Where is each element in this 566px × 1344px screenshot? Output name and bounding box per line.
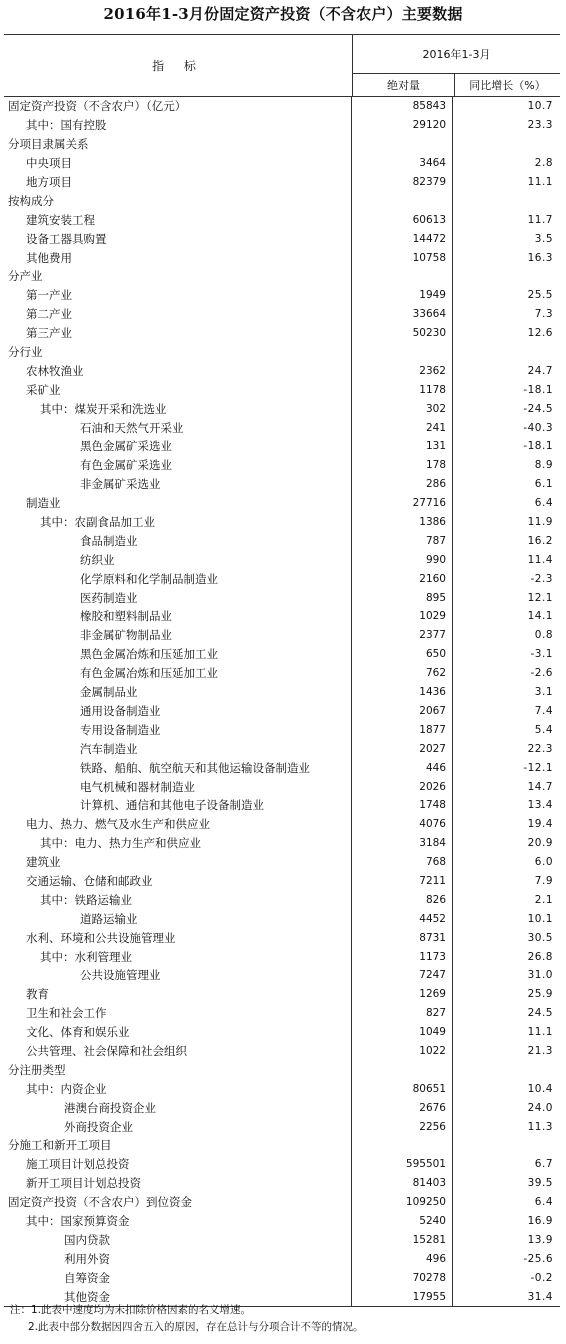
- table-row: [4, 985, 560, 1004]
- row-yoy-growth: 20.9: [527, 837, 553, 850]
- row-indicator: 中央项目: [4, 154, 352, 173]
- row-indicator: 其中：铁路运输业: [4, 890, 352, 909]
- table-row: [4, 399, 560, 418]
- row-absolute-value: 10758: [352, 248, 453, 267]
- row-yoy-growth: 8.9: [534, 459, 553, 472]
- table-row: [4, 569, 560, 588]
- row-absolute-value: 80651: [352, 1079, 453, 1098]
- row-absolute-value: 826: [352, 890, 453, 909]
- row-absolute-value: 302: [352, 399, 453, 418]
- table-row: [4, 683, 560, 702]
- row-indicator: 食品制造业: [4, 531, 352, 550]
- table-row: [4, 909, 560, 928]
- header-period: 2016年1-3月: [353, 35, 560, 74]
- row-indicator: 分行业: [4, 343, 352, 362]
- row-yoy-growth: 7.9: [534, 874, 553, 887]
- row-absolute-value: 2362: [352, 361, 453, 380]
- row-yoy-growth: 14.1: [527, 610, 553, 623]
- row-yoy-growth: [453, 1136, 559, 1155]
- row-absolute-value: 762: [352, 664, 453, 683]
- row-indicator: 自筹资金: [4, 1268, 352, 1287]
- row-indicator: 第三产业: [4, 324, 352, 343]
- row-indicator: 有色金属矿采选业: [4, 456, 352, 475]
- row-yoy-growth: 26.8: [527, 950, 553, 963]
- table-row: [4, 796, 560, 815]
- row-yoy-growth: 10.4: [527, 1082, 553, 1095]
- table-row: [4, 343, 560, 362]
- row-indicator: 黑色金属冶炼和压延加工业: [4, 645, 352, 664]
- row-absolute-value: [352, 191, 453, 210]
- row-absolute-value: [352, 135, 453, 154]
- row-absolute-value: 2026: [352, 777, 453, 796]
- table-row: [4, 1249, 560, 1268]
- row-indicator: 电气机械和器材制造业: [4, 777, 352, 796]
- row-indicator: 其他资金: [4, 1287, 352, 1306]
- row-absolute-value: 1178: [352, 380, 453, 399]
- row-absolute-value: 2027: [352, 739, 453, 758]
- table-row: [4, 494, 560, 513]
- row-indicator: 第一产业: [4, 286, 352, 305]
- table-row: [4, 872, 560, 891]
- table-row: [4, 380, 560, 399]
- row-yoy-growth: 13.4: [527, 799, 553, 812]
- row-absolute-value: 3184: [352, 834, 453, 853]
- row-absolute-value: 286: [352, 475, 453, 494]
- row-yoy-growth: 13.9: [527, 1233, 553, 1246]
- row-yoy-growth: 5.4: [534, 723, 553, 736]
- row-absolute-value: 4076: [352, 815, 453, 834]
- row-indicator: 计算机、通信和其他电子设备制造业: [4, 796, 352, 815]
- row-indicator: 地方项目: [4, 173, 352, 192]
- row-yoy-growth: 10.1: [527, 912, 553, 925]
- row-indicator: 分项目隶属关系: [4, 135, 352, 154]
- row-yoy-growth: 31.0: [527, 969, 553, 982]
- row-absolute-value: 1436: [352, 683, 453, 702]
- row-absolute-value: 1748: [352, 796, 453, 815]
- row-indicator: 其中：电力、热力生产和供应业: [4, 834, 352, 853]
- table-row: [4, 1004, 560, 1023]
- row-absolute-value: 109250: [352, 1193, 453, 1212]
- row-yoy-growth: 31.4: [527, 1290, 553, 1303]
- row-absolute-value: 650: [352, 645, 453, 664]
- row-indicator: 有色金属冶炼和压延加工业: [4, 664, 352, 683]
- row-absolute-value: 827: [352, 1004, 453, 1023]
- row-yoy-growth: -18.1: [523, 440, 553, 453]
- row-yoy-growth: 22.3: [527, 742, 553, 755]
- row-indicator: 建筑安装工程: [4, 210, 352, 229]
- header-yoy: 同比增长（%）: [469, 79, 546, 92]
- row-yoy-growth: 16.3: [527, 251, 553, 264]
- row-yoy-growth: 2.8: [534, 157, 553, 170]
- row-yoy-growth: 6.7: [534, 1158, 553, 1171]
- table-row: [4, 229, 560, 248]
- table-row: [4, 361, 560, 380]
- row-indicator: 其他费用: [4, 248, 352, 267]
- row-yoy-growth: 11.7: [527, 213, 553, 226]
- table-row: [4, 1060, 560, 1079]
- row-yoy-growth: 11.4: [527, 553, 553, 566]
- row-absolute-value: [352, 343, 453, 362]
- table-row: [4, 607, 560, 626]
- row-absolute-value: 446: [352, 758, 453, 777]
- row-yoy-growth: 39.5: [527, 1177, 553, 1190]
- row-absolute-value: 241: [352, 418, 453, 437]
- table-row: [4, 720, 560, 739]
- row-yoy-growth: 6.4: [534, 1196, 553, 1209]
- row-yoy-growth: 21.3: [527, 1044, 553, 1057]
- table-row: [4, 1268, 560, 1287]
- row-yoy-growth: 16.9: [527, 1214, 553, 1227]
- row-yoy-growth: 7.4: [534, 704, 553, 717]
- row-indicator: 汽车制造业: [4, 739, 352, 758]
- row-yoy-growth: -40.3: [523, 421, 553, 434]
- row-indicator: 固定资产投资（不含农户）到位资金: [4, 1193, 352, 1212]
- row-yoy-growth: 11.3: [527, 1120, 553, 1133]
- row-indicator: 港澳台商投资企业: [4, 1098, 352, 1117]
- row-yoy-growth: -3.1: [530, 648, 553, 661]
- row-indicator: 采矿业: [4, 380, 352, 399]
- table-row: [4, 777, 560, 796]
- table-row: [4, 1230, 560, 1249]
- footnotes: [10, 1302, 364, 1336]
- row-yoy-growth: [453, 267, 559, 286]
- header-indicator: 指 标: [4, 35, 353, 96]
- row-absolute-value: 496: [352, 1249, 453, 1268]
- row-absolute-value: 1269: [352, 985, 453, 1004]
- table-row: [4, 1079, 560, 1098]
- table-row: [4, 1212, 560, 1231]
- row-indicator: 按构成分: [4, 191, 352, 210]
- row-absolute-value: 1386: [352, 513, 453, 532]
- row-yoy-growth: 7.3: [534, 308, 553, 321]
- row-yoy-growth: 19.4: [527, 818, 553, 831]
- row-absolute-value: 7247: [352, 966, 453, 985]
- row-yoy-growth: 11.9: [527, 516, 553, 529]
- row-indicator: 石油和天然气开采业: [4, 418, 352, 437]
- table-row: [4, 116, 560, 135]
- row-absolute-value: 82379: [352, 173, 453, 192]
- row-yoy-growth: 24.7: [527, 364, 553, 377]
- row-absolute-value: 81403: [352, 1174, 453, 1193]
- row-absolute-value: [352, 267, 453, 286]
- table-row: [4, 286, 560, 305]
- row-indicator: 其中：农副食品加工业: [4, 513, 352, 532]
- table-row: [4, 1155, 560, 1174]
- page-title: 2016年1-3月份固定资产投资（不含农户）主要数据: [103, 5, 463, 23]
- row-indicator: 黑色金属矿采选业: [4, 437, 352, 456]
- table-row: [4, 191, 560, 210]
- table-row: [4, 324, 560, 343]
- row-yoy-growth: 2.1: [534, 893, 553, 906]
- table-row: [4, 210, 560, 229]
- table-row: [4, 437, 560, 456]
- row-indicator: 国内贷款: [4, 1230, 352, 1249]
- table-row: [4, 267, 560, 286]
- table-row: [4, 664, 560, 683]
- row-yoy-growth: 14.7: [527, 780, 553, 793]
- row-yoy-growth: [453, 135, 559, 154]
- row-indicator: 水利、环境和公共设施管理业: [4, 928, 352, 947]
- table-row: [4, 97, 560, 116]
- row-absolute-value: 15281: [352, 1230, 453, 1249]
- row-absolute-value: [352, 1060, 453, 1079]
- row-absolute-value: 8731: [352, 928, 453, 947]
- row-yoy-growth: 12.6: [527, 327, 553, 340]
- table-row: [4, 1193, 560, 1212]
- row-absolute-value: 7211: [352, 872, 453, 891]
- row-indicator: 纺织业: [4, 550, 352, 569]
- table-row: [4, 1174, 560, 1193]
- row-indicator: 建筑业: [4, 853, 352, 872]
- row-absolute-value: 85843: [352, 97, 453, 116]
- row-indicator: 铁路、船舶、航空航天和其他运输设备制造业: [4, 758, 352, 777]
- row-absolute-value: 1049: [352, 1023, 453, 1042]
- row-indicator: 医药制造业: [4, 588, 352, 607]
- row-indicator: 制造业: [4, 494, 352, 513]
- row-indicator: 其中：水利管理业: [4, 947, 352, 966]
- row-indicator: 专用设备制造业: [4, 720, 352, 739]
- row-indicator: 农林牧渔业: [4, 361, 352, 380]
- row-indicator: 固定资产投资（不含农户）（亿元）: [4, 97, 352, 116]
- row-yoy-growth: 30.5: [527, 931, 553, 944]
- row-yoy-growth: [453, 191, 559, 210]
- table-row: [4, 890, 560, 909]
- row-indicator: 施工项目计划总投资: [4, 1155, 352, 1174]
- footnote-2: 2.此表中部分数据因四舍五入的原因，存在总计与分项合计不等的情况。: [28, 1321, 364, 1333]
- row-yoy-growth: 3.1: [534, 686, 553, 699]
- row-indicator: 文化、体育和娱乐业: [4, 1023, 352, 1042]
- table-row: [4, 815, 560, 834]
- row-yoy-growth: -12.1: [523, 761, 553, 774]
- table-row: [4, 305, 560, 324]
- row-yoy-growth: -24.5: [523, 402, 553, 415]
- row-yoy-growth: -25.6: [523, 1252, 553, 1265]
- footnote-1: 注：1.此表中速度均为未扣除价格因素的名义增速。: [10, 1304, 252, 1316]
- row-absolute-value: 2256: [352, 1117, 453, 1136]
- row-absolute-value: 895: [352, 588, 453, 607]
- row-indicator: 橡胶和塑料制品业: [4, 607, 352, 626]
- row-yoy-growth: 24.0: [527, 1101, 553, 1114]
- table-row: [4, 456, 560, 475]
- row-absolute-value: 4452: [352, 909, 453, 928]
- table-row: [4, 834, 560, 853]
- row-absolute-value: 14472: [352, 229, 453, 248]
- table-row: [4, 513, 560, 532]
- table-row: [4, 1098, 560, 1117]
- row-yoy-growth: 6.4: [534, 497, 553, 510]
- table-row: [4, 154, 560, 173]
- table-row: [4, 1042, 560, 1061]
- row-absolute-value: 131: [352, 437, 453, 456]
- row-yoy-growth: 23.3: [527, 119, 553, 132]
- table-row: [4, 135, 560, 154]
- row-absolute-value: 2160: [352, 569, 453, 588]
- row-indicator: 交通运输、仓储和邮政业: [4, 872, 352, 891]
- row-yoy-growth: -2.6: [530, 667, 553, 680]
- row-indicator: 分产业: [4, 267, 352, 286]
- row-absolute-value: 1173: [352, 947, 453, 966]
- row-yoy-growth: 3.5: [534, 232, 553, 245]
- row-absolute-value: 3464: [352, 154, 453, 173]
- table-row: [4, 758, 560, 777]
- row-absolute-value: 70278: [352, 1268, 453, 1287]
- table-row: [4, 418, 560, 437]
- data-table: [4, 34, 560, 1307]
- row-yoy-growth: -18.1: [523, 383, 553, 396]
- row-yoy-growth: 24.5: [527, 1007, 553, 1020]
- table-row: [4, 626, 560, 645]
- row-indicator: 其中：内资企业: [4, 1079, 352, 1098]
- row-absolute-value: 60613: [352, 210, 453, 229]
- row-yoy-growth: 10.7: [527, 100, 553, 113]
- table-row: [4, 702, 560, 721]
- row-yoy-growth: 12.1: [527, 591, 553, 604]
- table-row: [4, 248, 560, 267]
- row-absolute-value: [352, 1136, 453, 1155]
- row-indicator: 其中：国有控股: [4, 116, 352, 135]
- row-yoy-growth: 6.1: [534, 478, 553, 491]
- row-indicator: 第二产业: [4, 305, 352, 324]
- table-row: [4, 853, 560, 872]
- table-row: [4, 645, 560, 664]
- table-row: [4, 1023, 560, 1042]
- row-absolute-value: 17955: [352, 1287, 453, 1306]
- row-yoy-growth: 16.2: [527, 534, 553, 547]
- row-absolute-value: 29120: [352, 116, 453, 135]
- header-absolute: 绝对量: [353, 74, 455, 96]
- row-yoy-growth: -2.3: [530, 572, 553, 585]
- row-yoy-growth: 11.1: [527, 176, 553, 188]
- table-row: [4, 531, 560, 550]
- row-absolute-value: 1029: [352, 607, 453, 626]
- row-indicator: 其中：国家预算资金: [4, 1212, 352, 1231]
- row-indicator: 通用设备制造业: [4, 702, 352, 721]
- row-indicator: 金属制品业: [4, 683, 352, 702]
- row-absolute-value: 5240: [352, 1212, 453, 1231]
- row-yoy-growth: [453, 1060, 559, 1079]
- row-indicator: 分注册类型: [4, 1060, 352, 1079]
- row-indicator: 外商投资企业: [4, 1117, 352, 1136]
- row-indicator: 道路运输业: [4, 909, 352, 928]
- row-absolute-value: 178: [352, 456, 453, 475]
- table-row: [4, 550, 560, 569]
- row-indicator: 新开工项目计划总投资: [4, 1174, 352, 1193]
- row-absolute-value: 1949: [352, 286, 453, 305]
- row-yoy-growth: 11.1: [527, 1026, 553, 1039]
- row-absolute-value: 595501: [352, 1155, 453, 1174]
- row-indicator: 电力、热力、燃气及水生产和供应业: [4, 815, 352, 834]
- row-yoy-growth: [453, 343, 559, 362]
- row-absolute-value: 2067: [352, 702, 453, 721]
- row-yoy-growth: 25.9: [527, 988, 553, 1001]
- row-yoy-growth: 6.0: [534, 856, 553, 869]
- row-absolute-value: 2676: [352, 1098, 453, 1117]
- table-body: [4, 97, 560, 1306]
- row-absolute-value: 1022: [352, 1042, 453, 1061]
- row-absolute-value: 33664: [352, 305, 453, 324]
- table-row: [4, 475, 560, 494]
- row-indicator: 非金属矿物制品业: [4, 626, 352, 645]
- table-row: [4, 928, 560, 947]
- row-indicator: 卫生和社会工作: [4, 1004, 352, 1023]
- table-row: [4, 1136, 560, 1155]
- row-indicator: 设备工器具购置: [4, 229, 352, 248]
- table-row: [4, 1117, 560, 1136]
- row-indicator: 公共设施管理业: [4, 966, 352, 985]
- row-absolute-value: 768: [352, 853, 453, 872]
- row-absolute-value: 50230: [352, 324, 453, 343]
- table-row: [4, 173, 560, 192]
- table-row: [4, 947, 560, 966]
- row-yoy-growth: 25.5: [527, 289, 553, 302]
- row-indicator: 其中：煤炭开采和洗选业: [4, 399, 352, 418]
- row-indicator: 教育: [4, 985, 352, 1004]
- row-indicator: 非金属矿采选业: [4, 475, 352, 494]
- row-absolute-value: 1877: [352, 720, 453, 739]
- row-absolute-value: 990: [352, 550, 453, 569]
- row-absolute-value: 27716: [352, 494, 453, 513]
- row-indicator: 利用外资: [4, 1249, 352, 1268]
- row-indicator: 公共管理、社会保障和社会组织: [4, 1042, 352, 1061]
- table-row: [4, 739, 560, 758]
- row-yoy-growth: 0.8: [534, 629, 553, 642]
- row-indicator: 化学原料和化学制品制造业: [4, 569, 352, 588]
- table-row: [4, 966, 560, 985]
- row-indicator: 分施工和新开工项目: [4, 1136, 352, 1155]
- table-row: [4, 588, 560, 607]
- row-absolute-value: 2377: [352, 626, 453, 645]
- row-absolute-value: 787: [352, 531, 453, 550]
- row-yoy-growth: -0.2: [530, 1271, 553, 1284]
- table-header: [4, 35, 560, 97]
